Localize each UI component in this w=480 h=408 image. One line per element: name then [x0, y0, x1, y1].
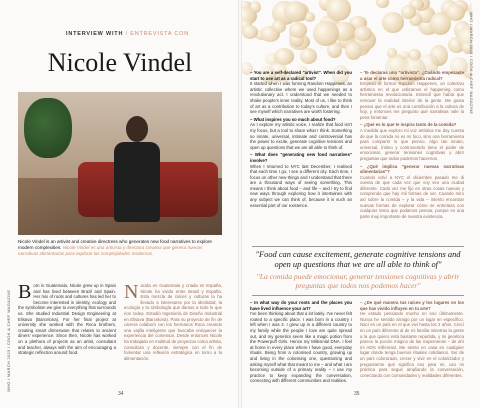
qa-item: – ¿Qué implica "generar nuevas narrativas alimentarias"? Cuando volví a NYC el diciembre pasado me di cuenta de que cada vez que voy veo una ciudad diferente. Cada vez me fijo en otras cosas nuevas y comprendo que hay mil formas de ver. Cuando miro así sobre la comida – y la vida – intento encontrar nuevas formas de explorar cómo se entrelaza con cualquier tema que podamos pensar, porque es una parte muy importante de nuestra existencia.: [360, 163, 464, 219]
qa-item: – What inspires you so much about food? As I explore my artistic voice, I realize that food isn't my focus, but a tool to share what I think. Something so innate, universal, intimate and controversial has the power to excite, generate cognitive tensions and open up questions that we are all able to think of.: [250, 116, 352, 150]
qa-column-4-es: [360, 300, 464, 378]
intro-column-en: [18, 283, 116, 356]
side-label-left: WHO / MARCH 2023 / COOK & CHEF MAGAZINE: [6, 289, 11, 392]
popcorn-kernel: [284, 1, 307, 22]
popcorn-kernel: [272, 20, 286, 33]
popcorn-kernel: [382, 12, 404, 33]
popcorn-kernel: [250, 1, 261, 13]
caption-en: Nicole Vindel is an artivist and creative directress who generates new food narratives to explore modern complexities.: [18, 239, 212, 251]
intro-column-es: [124, 283, 222, 361]
page-number-left: 34: [118, 391, 124, 397]
caption-es: Nicole Vindel es una artivista y directora creativa que genera nuevas narrativas alimentarias para explorar las complejidades modernas.: [18, 245, 203, 257]
popcorn-kernel: [401, 5, 415, 19]
qa-item: – ¿Qué es lo que te inspira tanto de la comida? A medida que exploro mi voz artística me doy cuenta de que la comida no es mi foco, sino una herramienta para compartir lo que pienso. Algo tan innato, universal, íntimo y controvertido tiene el poder de emocionar, generar tensiones cognitivas y abrir preguntas que todos podemos hacernos.: [360, 122, 464, 161]
kicker-en: INTERVIEW WITH: [66, 31, 124, 37]
popcorn-kernel: [242, 25, 258, 39]
qa-item: – In what way do your roots and the places you have lived influence your art? I've been thinking about that a lot lately. I've never felt rooted to a specific place. I was born in a country I left when I was 2. I grew up in a different country to my family while the people I love are quite spread out, and my genetics seem like a magic potion from the Powerpuff Girls. Hence my Millennial DNA. I feel at home in every place where I have good, everyday rituals. Being from a colonised country, growing up and living in the colonising one, questioning and asking myself what that meant to me – and what I am becoming outside of a primary reality – I use my practice to keep expanding the conversation, connecting with different communities and realities.: [250, 300, 352, 384]
portrait-photo: [18, 92, 222, 235]
qa-column-1-en: [250, 70, 352, 208]
page-title: Nicole Vindel: [47, 48, 193, 77]
qa-item: – Te declaras una "artivista". ¿Cuándo empezaste a usar el arte como herramienta radical? Empezó al formar Random Happenes, un colectivo artístico en el que utilizamos el happening como herramienta revolucionaria. Entendí que había que remover la realidad interior de la gente. Me gusta pensar que el arte es una contribución a la cultura de hoy, y entonces me pregunto qué narrativas vale la pena fomentar.: [360, 70, 464, 120]
page-number-right: 35: [354, 391, 360, 397]
qa-item: – You are a self-declared "artivist". When did you start to use art as a radical tool? It started when I was forming Random Happenes, an artistic collective where we used happenings as a revolutionary act. I understood that we needed to shake people's inner reality. Most of us, I like to think of art as a contribution to today's culture, and then I see myself which narratives are worth fostering.: [250, 70, 352, 115]
dropcap-en: B: [18, 281, 32, 303]
dropcap-es: N: [124, 281, 139, 303]
popcorn-kernel: [300, 48, 317, 64]
popcorn-kernel: [376, 0, 389, 8]
photo-caption: [18, 239, 222, 258]
qa-item: – What does "generating new food narratives" involve? When I returned to NYC last December, I realised that each time I go, I see a different city. Each time, I focus on other new things and I understand that there are a thousand ways of seeing something. This means I think about food – and life – and I try to find new ways through exploring how it intertwines with any subject we can think of, because it is such an essential part of our existence.: [250, 152, 352, 208]
side-label-right: WHO / MARCH 2023 / COOK & CHEF MAGAZINE: [469, 12, 474, 115]
popcorn-kernel: [274, 48, 295, 65]
kicker-es: ENTREVISTA CON: [130, 31, 190, 37]
pull-quote: [252, 250, 464, 290]
qa-column-2-es: [360, 70, 464, 219]
qa-column-3-en: [250, 300, 352, 384]
popcorn-kernel: [326, 0, 351, 21]
popcorn-kernel: [313, 21, 338, 46]
popcorn-kernel: [446, 4, 464, 21]
qa-item: – ¿De qué manera tus raíces y los lugares en los que has vivido influyen en tu arte? He estado pensando mucho en eso últimamente. Nunca he sentido arraigo por un lugar en específico. Nací en un país en el que viví hasta los 2 años. Crecí en un país diferente al de mi familia mientras la gente a la que quiero está bastante repartida, y mi genética parece la poción mágica de las Supernenas – de ahí mi ADN millennial. Me siento en casa en cualquier lugar donde tenga buenos rituales cotidianos. Ser de un país colonizado, crecer y vivir en el colonizador y preguntarme qué significa eso para mí, uso mi práctica para seguir ampliando la conversación, conectando con comunidades y realidades diferentes.: [360, 300, 464, 378]
intro-text-es: acida en Guatemala y criada en España, Nicole ha vivido entre Brasil y España. Esta mezcla de raíces y culturas la ha llevado a interesarse por la identidad, la ecología y la simbología que damos a todo lo que nos rodea. Estudió Ingeniería de Diseño Industrial en Elisava (Barcelona). Para su proyecto de fin de carrera colaboró con los hermanos Roca creando una vajilla inteligente que buscaba enriquecer la experiencia del comensal. Desde entonces Nicole ha trabajado en multitud de proyectos como artista, consultora y docente, siempre con el fin de fomentar una reflexión estratégica en torno a la alimentación.: [124, 283, 222, 361]
spread-gutter: [238, 0, 242, 408]
popcorn-kernel: [289, 22, 308, 38]
person-figure: [114, 116, 160, 226]
pull-quote-rule-top: [252, 246, 464, 247]
pull-quote-es: "La comida puede emocionar, generar tensiones cognitivas y abrir preguntas que todos nos podemos hacer": [256, 272, 460, 291]
interview-kicker: INTERVIEW WITH / ENTREVISTA CON: [66, 31, 190, 37]
intro-text-en: orn in Guatemala, Nicole grew up in Spain and has lived between Brazil and Spain. Her mix of roots and cultures has led her to become interested in identity, ecology and the symbolism we give to everything that surrounds us. She studied Industrial Design Engineering at Elisava (Barcelona). For her final project at university she worked with the Roca brothers, creating smart dinnerware that relates to ancient diners' experience. Since then, Nicole has worked on a plethora of projects as an artist, consultant and teacher, always with the aim of encouraging a strategic reflection around food.: [18, 283, 116, 356]
plant-icon: [24, 98, 72, 158]
popcorn-kernel: [345, 41, 362, 60]
pull-quote-rule-bottom: [252, 295, 464, 296]
pull-quote-en: "Food can cause excitement, generate cognitive tensions and open up questions that we are all able to think of": [255, 250, 461, 269]
